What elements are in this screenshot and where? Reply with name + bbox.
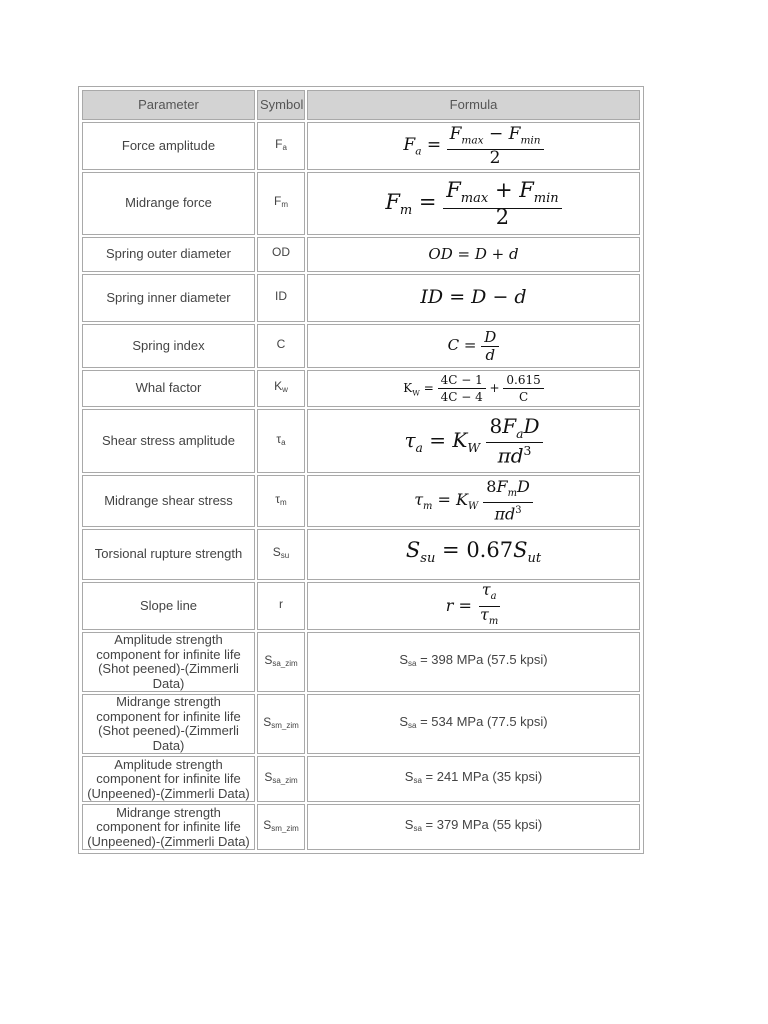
parameter-cell: Midrange force <box>82 172 255 235</box>
formula-cell <box>307 694 640 754</box>
formula-table-frame <box>78 86 644 854</box>
midrange-shear-stress-formula: $\tau_m = K_W$ $\frac{8F_mD}{\pi d^3}$ <box>414 490 533 509</box>
strength-value: $S_{sa} = 534$ MPa (77.5 kpsi) <box>399 714 548 731</box>
table-row <box>82 632 640 692</box>
table-row <box>82 324 640 368</box>
parameter-cell: Torsional rupture strength <box>82 529 255 580</box>
table-row <box>82 237 640 272</box>
midrange-force-formula: $F_m$ = $\frac{F_{max} + F_{min}}{2}$ <box>385 190 561 214</box>
strength-value: $S_{sa} = 398$ MPa (57.5 kpsi) <box>399 652 548 669</box>
parameter-cell: Amplitude strength component for infinite life (Unpeened)-(Zimmerli Data) <box>82 756 255 802</box>
formula-cell <box>307 529 640 580</box>
spring-parameters-table <box>80 88 642 852</box>
parameter-cell: Shear stress amplitude <box>82 409 255 473</box>
symbol-cell: $\tau_a$ <box>257 409 305 473</box>
slope-line-formula: r = $\frac{\tau_a}{\tau_m}$ <box>445 580 499 627</box>
table-row <box>82 475 640 527</box>
outer-diameter-formula: OD = D + d <box>428 244 519 263</box>
parameter-cell: Spring inner diameter <box>82 274 255 322</box>
parameter-cell: Whal factor <box>82 370 255 407</box>
spring-index-formula: C = $\frac{D}{d}$ <box>448 336 500 354</box>
symbol-cell: C <box>257 324 305 368</box>
formula-cell <box>307 274 640 322</box>
parameter-cell: Force amplitude <box>82 122 255 170</box>
table-row <box>82 409 640 473</box>
formula-cell <box>307 324 640 368</box>
symbol-cell: $S_{sa\_zim}$ <box>257 756 305 802</box>
symbol-cell: $S_{sm\_zim}$ <box>257 694 305 754</box>
parameter-cell: Amplitude strength component for infinite life (Shot peened)-(Zimmerli Data) <box>82 632 255 692</box>
formula-cell <box>307 632 640 692</box>
formula-cell <box>307 582 640 630</box>
symbol-cell: $S_{sa\_zim}$ <box>257 632 305 692</box>
symbol-cell: $F_m$ <box>257 172 305 235</box>
symbol-cell: $S_{sm\_zim}$ <box>257 804 305 850</box>
force-amplitude-formula: $F_a$ = $\frac{F_{max} - F_{min}}{2}$ <box>403 135 543 155</box>
strength-value: $S_{sa} = 379$ MPa (55 kpsi) <box>404 817 543 834</box>
table-row <box>82 370 640 407</box>
table-row <box>82 804 640 850</box>
symbol-cell: OD <box>257 237 305 272</box>
formula-cell <box>307 756 640 802</box>
parameter-cell: Midrange strength component for infinite life (Unpeened)-(Zimmerli Data) <box>82 804 255 850</box>
formula-cell <box>307 122 640 170</box>
formula-cell <box>307 804 640 850</box>
inner-diameter-formula: ID = D − d <box>420 285 527 308</box>
formula-cell <box>307 370 640 407</box>
symbol-cell: $S_{su}$ <box>257 529 305 580</box>
whal-factor-formula: $K_W$ = $\frac{4C - 1}{4C - 4}$ + $\frac{0.615}{C}$ <box>403 381 544 395</box>
strength-value: $S_{sa} = 241$ MPa (35 kpsi) <box>404 769 543 786</box>
table-row <box>82 274 640 322</box>
symbol-cell: $K_w$ <box>257 370 305 407</box>
symbol-cell: $\tau_m$ <box>257 475 305 527</box>
header-formula: Formula <box>307 90 640 120</box>
shear-stress-amplitude-formula: $\tau_a = K_W$ $\frac{8F_aD}{\pi d^3}$ <box>404 428 542 452</box>
table-row <box>82 529 640 580</box>
symbol-cell: r <box>257 582 305 630</box>
header-symbol: Symbol <box>257 90 305 120</box>
formula-cell <box>307 409 640 473</box>
table-row <box>82 172 640 235</box>
formula-cell <box>307 237 640 272</box>
symbol-cell: ID <box>257 274 305 322</box>
table-row <box>82 694 640 754</box>
symbol-cell: $F_a$ <box>257 122 305 170</box>
table-header-row <box>82 90 640 120</box>
parameter-cell: Spring outer diameter <box>82 237 255 272</box>
parameter-cell: Spring index <box>82 324 255 368</box>
parameter-cell: Midrange shear stress <box>82 475 255 527</box>
parameter-cell: Slope line <box>82 582 255 630</box>
table-row <box>82 756 640 802</box>
table-row <box>82 122 640 170</box>
parameter-cell: Midrange strength component for infinite life (Shot peened)-(Zimmerli Data) <box>82 694 255 754</box>
header-parameter: Parameter <box>82 90 255 120</box>
table-row <box>82 582 640 630</box>
formula-cell <box>307 172 640 235</box>
torsional-rupture-formula: $S_{su} = 0.67S_{ut}$ <box>405 537 542 566</box>
formula-cell <box>307 475 640 527</box>
